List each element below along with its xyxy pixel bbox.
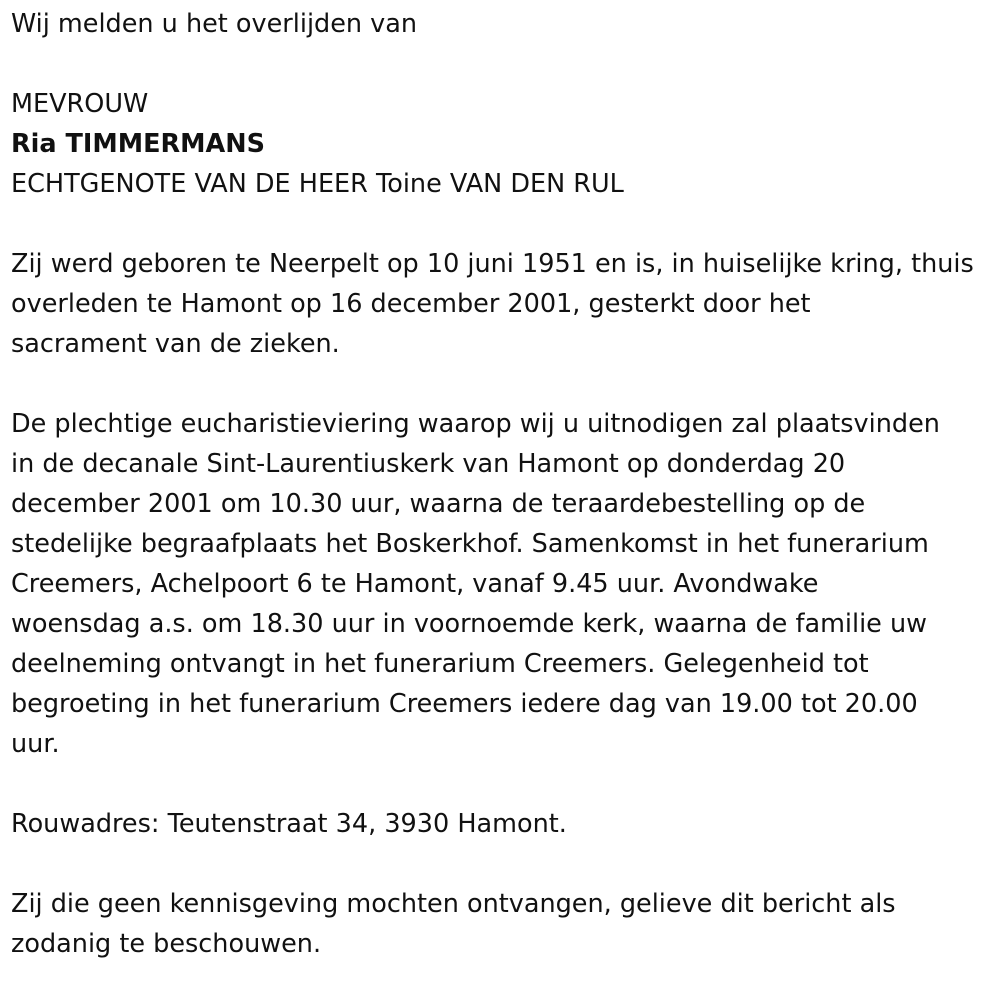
paragraph-line: Zij werd geboren te Neerpelt op 10 juni 1951 en is, in huiselijke kring, thuis <box>11 249 974 279</box>
spacer <box>11 204 996 244</box>
spacer <box>11 764 996 804</box>
paragraph-line: begroeting in het funerarium Creemers iedere dag van 19.00 tot 20.00 <box>11 689 918 719</box>
paragraph-line: uur. <box>11 729 60 759</box>
ceremony-paragraph <box>11 404 996 764</box>
deceased-name: Ria TIMMERMANS <box>11 129 265 159</box>
funeral-address: Rouwadres: Teutenstraat 34, 3930 Hamont. <box>11 809 567 839</box>
paragraph-line: stedelijke begraafplaats het Boskerkhof. Samenkomst in het funerarium <box>11 529 929 559</box>
spouse-line: ECHTGENOTE VAN DE HEER Toine VAN DEN RUL <box>11 169 624 199</box>
paragraph-line: december 2001 om 10.30 uur, waarna de teraardebestelling op de <box>11 489 866 519</box>
paragraph-line: Creemers, Achelpoort 6 te Hamont, vanaf 9.45 uur. Avondwake <box>11 569 819 599</box>
paragraph-line: woensdag a.s. om 18.30 uur in voornoemde kerk, waarna de familie uw <box>11 609 927 639</box>
paragraph-line: De plechtige eucharistieviering waarop wij u uitnodigen zal plaatsvinden <box>11 409 940 439</box>
closing-paragraph <box>11 884 996 964</box>
paragraph-line: in de decanale Sint-Laurentiuskerk van Hamont op donderdag 20 <box>11 449 846 479</box>
spacer <box>11 364 996 404</box>
paragraph-line: overleden te Hamont op 16 december 2001, gesterkt door het <box>11 289 811 319</box>
paragraph-line: deelneming ontvangt in het funerarium Creemers. Gelegenheid tot <box>11 649 869 679</box>
death-notice <box>11 4 996 964</box>
intro-line: Wij melden u het overlijden van <box>11 9 418 39</box>
paragraph-line: Zij die geen kennisgeving mochten ontvangen, gelieve dit bericht als <box>11 889 896 919</box>
birth-death-paragraph <box>11 244 996 364</box>
paragraph-line: zodanig te beschouwen. <box>11 929 322 959</box>
spacer <box>11 844 996 884</box>
salutation: MEVROUW <box>11 89 149 119</box>
paragraph-line: sacrament van de zieken. <box>11 329 340 359</box>
spacer <box>11 44 996 84</box>
